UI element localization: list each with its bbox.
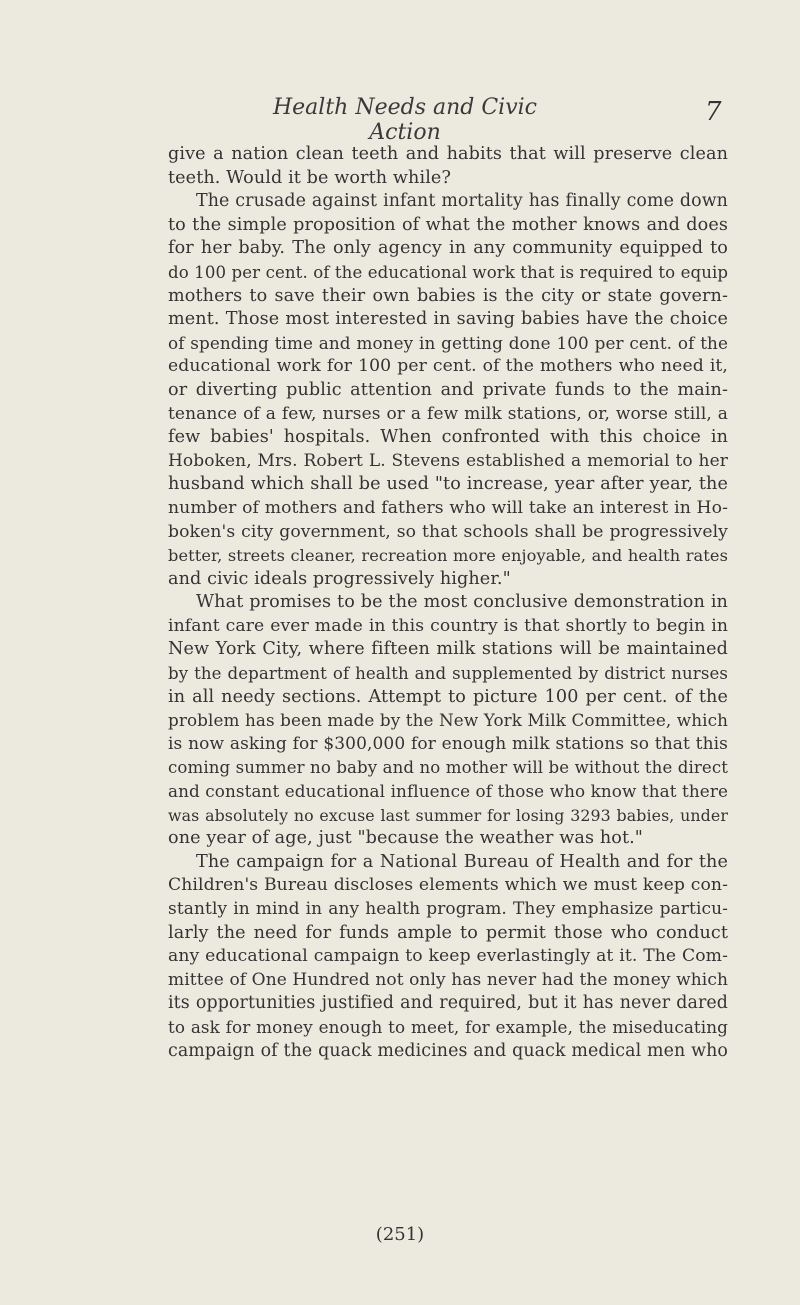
text-line: to the simple proposition of what the mother knows and does	[168, 214, 728, 235]
text-line: and constant educational influence of those who know that there	[168, 781, 728, 802]
text-line: mothers to save their own babies is the city or state govern-	[168, 285, 728, 306]
text-line: or diverting public attention and private funds to the main-	[168, 379, 728, 400]
text-line: by the department of health and supplemented by district nurses	[168, 664, 728, 684]
text-line: is now asking for $300,000 for enough milk stations so that this	[168, 733, 728, 754]
text-line: larly the need for funds ample to permit those who conduct	[168, 922, 728, 943]
text-line: New York City, where fifteen milk stations will be maintained	[168, 639, 728, 660]
text-line: any educational campaign to keep everlastingly at it. The Com-	[168, 946, 728, 967]
text-line: give a nation clean teeth and habits that will preserve clean	[168, 144, 728, 164]
text-line: one year of age, just "because the weather was hot."	[168, 828, 643, 849]
text-line: its opportunities justified and required, but it has never dared	[168, 993, 728, 1014]
text-line: Hoboken, Mrs. Robert L. Stevens established a memorial to her	[168, 450, 728, 471]
text-line: stantly in mind in any health program. They emphasize particu-	[168, 899, 728, 919]
text-line: problem has been made by the New York Milk Committee, which	[168, 710, 728, 731]
text-line: educational work for 100 per cent. of the mothers who need it,	[168, 356, 728, 377]
paragraph-start-line: The campaign for a National Bureau of Health and for the	[196, 851, 728, 872]
text-line: for her baby. The only agency in any community equipped to	[168, 238, 728, 259]
folio-page-number: (251)	[375, 1224, 425, 1245]
text-line: to ask for money enough to meet, for example, the miseducating	[168, 1016, 728, 1037]
running-head-title: Health Needs and Civic Action	[272, 95, 538, 145]
paragraph-start-line: The crusade against infant mortality has finally come down	[196, 191, 728, 212]
text-line: better, streets cleaner, recreation more enjoyable, and health rates	[168, 546, 728, 566]
body-text	[168, 143, 728, 1063]
running-head	[0, 95, 800, 145]
text-line: boken's city government, so that schools shall be progressively	[168, 521, 728, 542]
text-line: coming summer no baby and no mother will be without the direct	[168, 758, 728, 778]
page-number: 7	[705, 97, 722, 127]
text-line: ment. Those most interested in saving babies have the choice	[168, 309, 728, 330]
text-line: mittee of One Hundred not only has never had the money which	[168, 969, 728, 990]
text-line: campaign of the quack medicines and quack medical men who	[168, 1040, 728, 1061]
text-line: of spending time and money in getting done 100 per cent. of the	[168, 332, 728, 353]
text-line: Children's Bureau discloses elements which we must keep con-	[168, 875, 728, 896]
paragraph-start-line: What promises to be the most conclusive demonstration in	[196, 592, 728, 613]
text-line: husband which shall be used "to increase, year after year, the	[168, 474, 728, 495]
text-line: teeth. Would it be worth while?	[168, 167, 451, 188]
text-line: number of mothers and fathers who will take an interest in Ho-	[168, 497, 728, 518]
text-line: and civic ideals progressively higher."	[168, 568, 511, 589]
text-line: few babies' hospitals. When confronted with this choice in	[168, 427, 728, 448]
text-line: do 100 per cent. of the educational work that is required to equip	[168, 262, 729, 282]
text-line: infant care ever made in this country is that shortly to begin in	[168, 615, 728, 636]
text-line: was absolutely no excuse last summer for losing 3293 babies, under	[168, 805, 728, 825]
text-line: tenance of a few, nurses or a few milk stations, or, worse still, a	[168, 403, 728, 424]
text-line: in all needy sections. Attempt to picture 100 per cent. of the	[168, 686, 728, 707]
